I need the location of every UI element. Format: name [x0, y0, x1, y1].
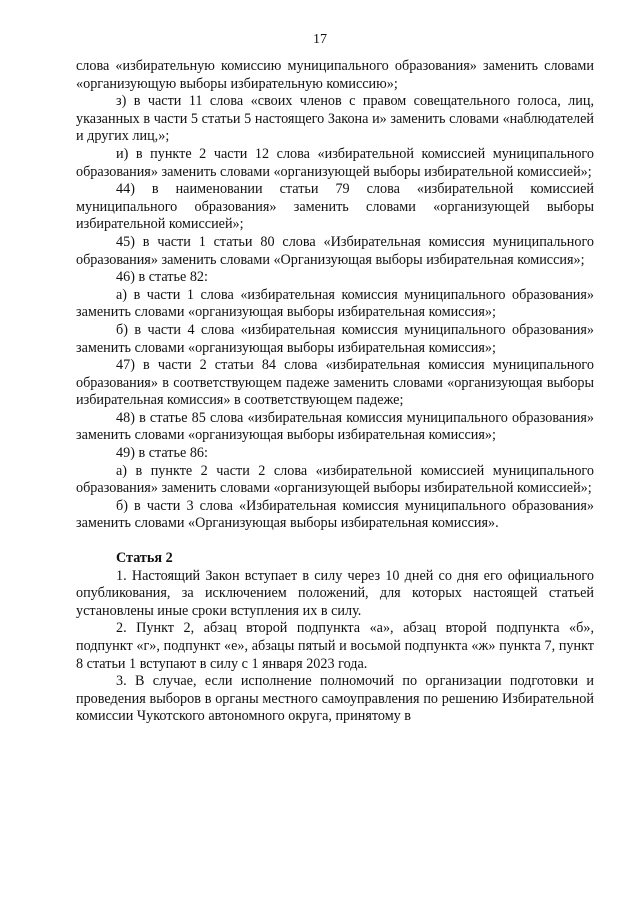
- paragraph: 48) в статье 85 слова «избирательная комиссия муниципального образования» заменить словами «организующая выборы избирательная комиссия»;: [76, 409, 594, 444]
- article-heading: Статья 2: [116, 550, 173, 567]
- paragraph: б) в части 3 слова «Избирательная комиссия муниципального образования» заменить словами «Организующая выборы избирательная комиссия».: [76, 497, 594, 532]
- paragraph: 49) в статье 86:: [116, 445, 208, 462]
- paragraph: 45) в части 1 статьи 80 слова «Избирательная комиссия муниципального образования» заменить словами «Организующая выборы избирательная комиссия»;: [76, 233, 594, 268]
- page-number: 17: [313, 32, 327, 47]
- paragraph: б) в части 4 слова «избирательная комиссия муниципального образования» заменить словами «организующая выборы избирательная комиссия»;: [76, 321, 594, 356]
- paragraph: а) в пункте 2 части 2 слова «избирательной комиссией муниципального образования» заменить словами «организующей выборы избирательной комиссией»;: [76, 462, 594, 497]
- paragraph: 44) в наименовании статьи 79 слова «избирательной комиссией муниципального образования» заменить словами «организующей выборы избирательной комиссией»;: [76, 181, 594, 233]
- document-body: [76, 58, 594, 726]
- article-paragraph: 1. Настоящий Закон вступает в силу через 10 дней со дня его официального опубликования, за исключением положений, для которых настоящей статьей установлены иные сроки вступления их в силу.: [76, 567, 594, 619]
- paragraph: 46) в статье 82:: [116, 269, 208, 286]
- paragraph: з) в части 11 слова «своих членов с правом совещательного голоса, лиц, указанных в части 5 статьи 5 настоящего Закона и» заменить словами «наблюдателей и других лиц,»;: [76, 93, 594, 145]
- paragraph: 47) в части 2 статьи 84 слова «избирательная комиссия муниципального образования» в соответствующем падеже заменить словами «организующая выборы избирательная комиссия» в соответствующем падеже;: [76, 357, 594, 409]
- paragraph: слова «избирательную комиссию муниципального образования» заменить словами «организующую выборы избирательную комиссию»;: [76, 58, 594, 92]
- paragraph: а) в части 1 слова «избирательная комиссия муниципального образования» заменить словами «организующая выборы избирательная комиссия»;: [76, 286, 594, 321]
- paragraph: и) в пункте 2 части 12 слова «избирательной комиссией муниципального образования» заменить словами «организующей выборы избирательной комиссией»;: [76, 145, 594, 180]
- article-paragraph: 2. Пункт 2, абзац второй подпункта «а», абзац второй подпункта «б», подпункт «г», подпункт «е», абзацы пятый и восьмой подпункта «ж» пункта 7, пункт 8 статьи 1 вступают в силу с 1 января 2023 года.: [76, 620, 594, 672]
- article-paragraph: 3. В случае, если исполнение полномочий по организации подготовки и проведения выборов в органы местного самоуправления по решению Избирательной комиссии Чукотского автономного округа, принятому в: [76, 673, 594, 725]
